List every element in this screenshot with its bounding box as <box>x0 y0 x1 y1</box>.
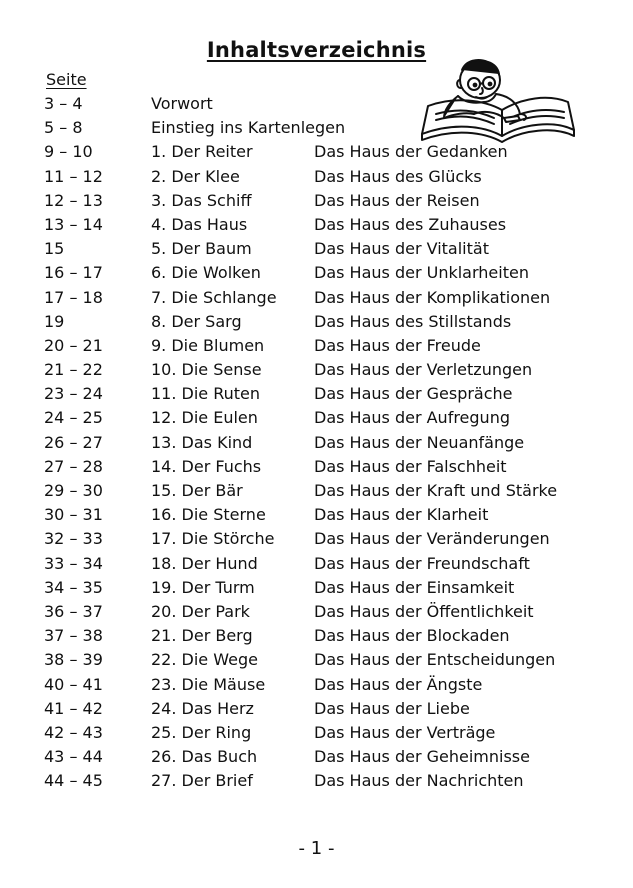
toc-row <box>0 286 633 310</box>
toc-house-title: Das Haus der Liebe <box>314 698 470 718</box>
toc-page-range: 36 – 37 <box>44 601 103 621</box>
toc-house-title: Das Haus der Falschheit <box>314 456 507 476</box>
toc-house-title: Das Haus der Nachrichten <box>314 771 524 791</box>
toc-card-title: Vorwort <box>151 94 213 113</box>
toc-page-range: 19 <box>44 311 65 331</box>
toc-row <box>0 503 633 527</box>
toc-house-title: Das Haus der Einsamkeit <box>314 577 515 597</box>
toc-row <box>0 769 633 793</box>
toc-card-title: 11. Die Ruten <box>151 384 261 404</box>
toc-page-range: 24 – 25 <box>44 408 103 428</box>
toc-card-title: 12. Die Eulen <box>151 408 258 428</box>
toc-row <box>0 189 633 213</box>
toc-row <box>0 358 633 382</box>
toc-house-title: Das Haus der Geheimnisse <box>314 747 530 767</box>
toc-row <box>0 237 633 261</box>
toc-list <box>0 92 633 793</box>
toc-row <box>0 527 633 551</box>
toc-house-title: Das Haus der Komplikationen <box>314 287 551 307</box>
toc-page-range: 11 – 12 <box>44 166 103 186</box>
toc-house-title: Das Haus der Freude <box>314 335 481 355</box>
toc-house-title: Das Haus der Neuanfänge <box>314 432 525 452</box>
toc-card-title: 10. Die Sense <box>151 360 262 380</box>
toc-house-title: Das Haus der Freundschaft <box>314 553 530 573</box>
toc-card-title: 13. Das Kind <box>151 432 253 452</box>
toc-house-title: Das Haus der Gespräche <box>314 384 513 404</box>
toc-row <box>0 479 633 503</box>
toc-page-range: 40 – 41 <box>44 674 103 694</box>
toc-card-title: 24. Das Herz <box>151 698 254 718</box>
toc-page-range: 38 – 39 <box>44 650 103 670</box>
toc-house-title: Das Haus der Kraft und Stärke <box>314 481 558 500</box>
toc-house-title: Das Haus des Zuhauses <box>314 214 507 234</box>
toc-page-range: 9 – 10 <box>44 142 93 162</box>
toc-row <box>0 140 633 164</box>
toc-card-title: 18. Der Hund <box>151 553 258 573</box>
toc-card-title: 5. Der Baum <box>151 239 252 259</box>
toc-page-range: 32 – 33 <box>44 529 103 549</box>
toc-page-range: 26 – 27 <box>44 432 103 452</box>
toc-card-title: 3. Das Schiff <box>151 190 252 210</box>
toc-page-range: 16 – 17 <box>44 263 103 283</box>
toc-house-title: Das Haus des Stillstands <box>314 311 512 331</box>
toc-row <box>0 406 633 430</box>
toc-row <box>0 721 633 745</box>
toc-card-title: 26. Das Buch <box>151 747 258 767</box>
toc-card-title: 6. Die Wolken <box>151 263 261 283</box>
toc-house-title: Das Haus der Reisen <box>314 190 480 210</box>
toc-page-range: 5 – 8 <box>44 118 83 138</box>
toc-page-range: 42 – 43 <box>44 722 103 742</box>
toc-page-range: 37 – 38 <box>44 626 103 646</box>
page-title: Inhaltsverzeichnis <box>206 38 427 62</box>
toc-row <box>0 648 633 672</box>
toc-house-title: Das Haus der Klarheit <box>314 505 489 525</box>
toc-page-range: 20 – 21 <box>44 335 103 355</box>
toc-card-title: 20. Der Park <box>151 601 250 621</box>
toc-row <box>0 624 633 648</box>
toc-row <box>0 576 633 600</box>
toc-page-range: 29 – 30 <box>44 481 103 500</box>
toc-card-title: 19. Der Turm <box>151 577 255 597</box>
toc-row <box>0 697 633 721</box>
toc-house-title: Das Haus der Öffentlichkeit <box>314 601 534 621</box>
toc-card-title: 17. Die Störche <box>151 529 275 549</box>
toc-page-range: 12 – 13 <box>44 190 103 210</box>
toc-page-range: 3 – 4 <box>44 94 83 113</box>
toc-card-title: 16. Die Sterne <box>151 505 266 525</box>
toc-card-title: 15. Der Bär <box>151 481 243 500</box>
toc-house-title: Das Haus der Verträge <box>314 722 496 742</box>
toc-house-title: Das Haus der Veränderungen <box>314 529 550 549</box>
toc-house-title: Das Haus der Vitalität <box>314 239 489 259</box>
toc-row <box>0 600 633 624</box>
toc-row <box>0 261 633 285</box>
toc-row <box>0 552 633 576</box>
toc-house-title: Das Haus der Aufregung <box>314 408 510 428</box>
toc-card-title: 9. Die Blumen <box>151 335 265 355</box>
toc-card-title: 22. Die Wege <box>151 650 258 670</box>
toc-page-range: 15 <box>44 239 65 259</box>
toc-card-title: 8. Der Sarg <box>151 311 242 331</box>
toc-house-title: Das Haus der Unklarheiten <box>314 263 529 283</box>
toc-row <box>0 382 633 406</box>
toc-page-range: 43 – 44 <box>44 747 103 767</box>
toc-house-title: Das Haus des Glücks <box>314 166 482 186</box>
toc-row <box>0 673 633 697</box>
toc-row <box>0 745 633 769</box>
toc-house-title: Das Haus der Verletzungen <box>314 360 533 380</box>
toc-house-title: Das Haus der Entscheidungen <box>314 650 556 670</box>
toc-row <box>0 334 633 358</box>
toc-row <box>0 455 633 479</box>
toc-page-range: 21 – 22 <box>44 360 103 380</box>
toc-row <box>0 165 633 189</box>
toc-house-title: Das Haus der Blockaden <box>314 626 510 646</box>
toc-house-title: Das Haus der Gedanken <box>314 142 508 162</box>
toc-page-range: 34 – 35 <box>44 577 103 597</box>
toc-page-range: 33 – 34 <box>44 553 103 573</box>
toc-card-title: 1. Der Reiter <box>151 142 253 162</box>
toc-house-title: Das Haus der Ängste <box>314 674 483 694</box>
toc-page-range: 23 – 24 <box>44 384 103 404</box>
toc-card-title: 7. Die Schlange <box>151 287 277 307</box>
toc-page-range: 44 – 45 <box>44 771 103 791</box>
toc-page-range: 41 – 42 <box>44 698 103 718</box>
toc-card-title: Einstieg ins Kartenlegen <box>151 118 346 138</box>
toc-row <box>0 213 633 237</box>
toc-page-range: 30 – 31 <box>44 505 103 525</box>
toc-card-title: 27. Der Brief <box>151 771 253 791</box>
page-number: - 1 - <box>298 838 335 859</box>
toc-page-range: 17 – 18 <box>44 287 103 307</box>
toc-page-range: 13 – 14 <box>44 214 103 234</box>
toc-card-title: 21. Der Berg <box>151 626 253 646</box>
toc-row <box>0 116 633 140</box>
toc-row <box>0 92 633 116</box>
toc-card-title: 25. Der Ring <box>151 722 252 742</box>
toc-card-title: 2. Der Klee <box>151 166 240 186</box>
toc-row <box>0 431 633 455</box>
page-column-header: Seite <box>46 70 87 89</box>
toc-card-title: 4. Das Haus <box>151 214 248 234</box>
toc-page-range: 27 – 28 <box>44 456 103 476</box>
toc-card-title: 23. Die Mäuse <box>151 674 266 694</box>
toc-card-title: 14. Der Fuchs <box>151 456 262 476</box>
toc-row <box>0 310 633 334</box>
